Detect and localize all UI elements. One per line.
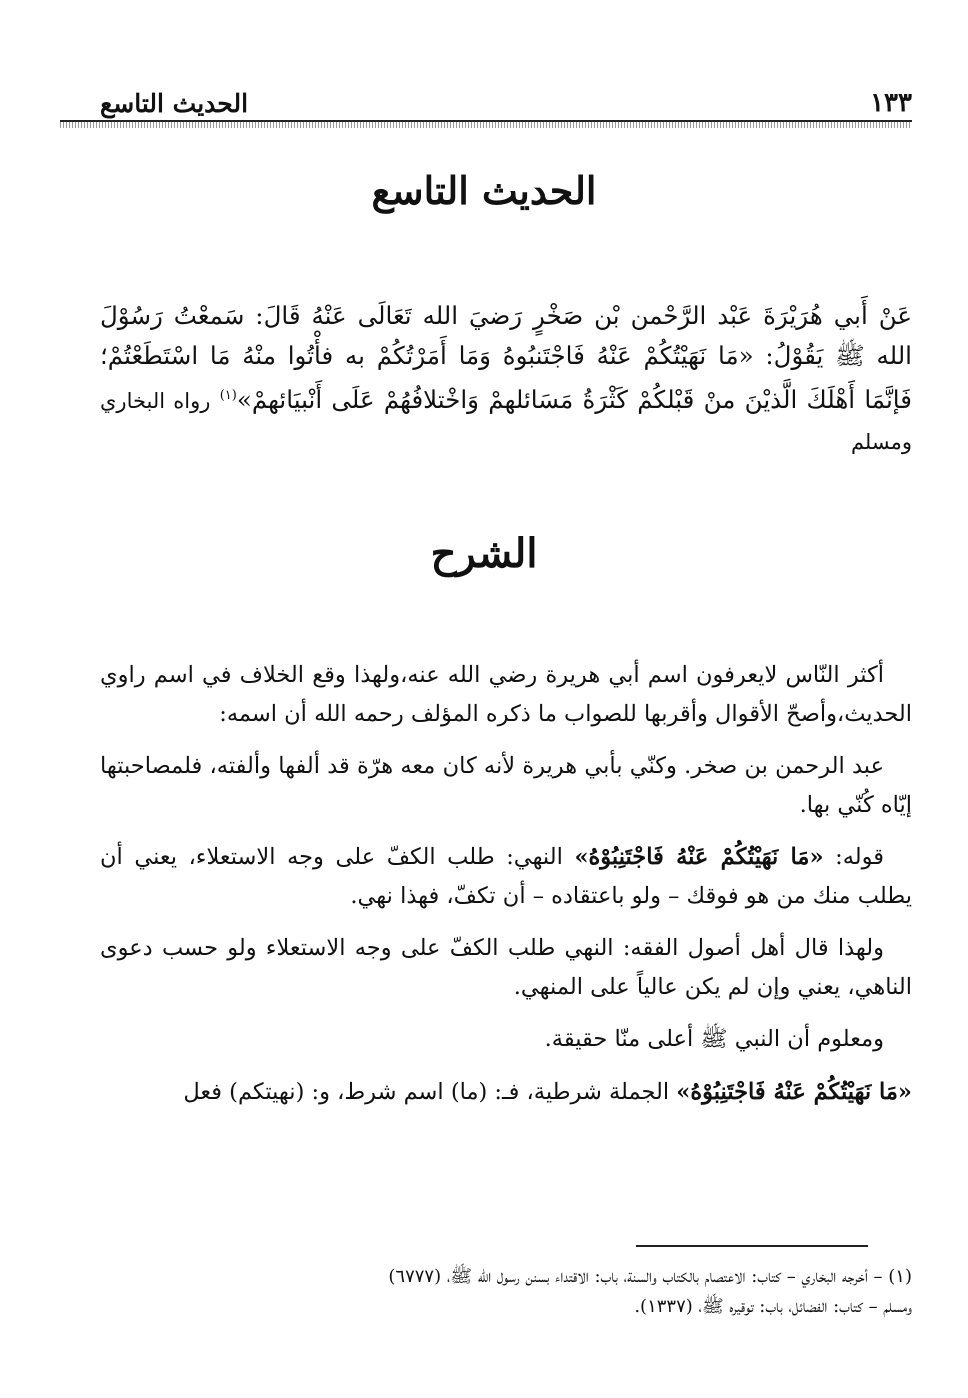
paragraph-text: الجملة شرطية، فـ: (ما) اسم شرط، و: (نهيتكم) فعل [183, 1078, 677, 1105]
paragraph [100, 838, 912, 915]
sharh-title: الشرح [430, 530, 538, 577]
running-header [100, 78, 912, 118]
header-rule [60, 120, 912, 128]
footnote-line: ومسلم – كتاب: الفضائل، باب: توقيره ﷺ، (١٣٣٧). [634, 1296, 912, 1317]
paragraph [100, 1073, 912, 1112]
page-number: ١٣٣ [870, 88, 912, 118]
footnote [100, 1262, 912, 1322]
paragraph-text: ولهذا قال أهل أصول الفقه: النهي طلب الكفّ على وجه الاستعلاء ولو حسب دعوى الناهي، يعني وإن لم يكن عالياً على المنهي. [100, 935, 912, 1000]
hadith-quote: «مَا نَهَيْتُكُمْ عَنْهُ فَاجْتَنِبُوْهُ» [676, 1078, 912, 1105]
paragraph-lead: قوله: [823, 844, 884, 870]
footnote-reference[interactable]: (١) [219, 388, 237, 403]
paragraph [100, 1020, 912, 1059]
footnote-rule [636, 1245, 868, 1247]
paragraph [100, 929, 912, 1006]
footnote-line: (١) – أخرجه البخاري – كتاب: الاعتصام بالكتاب والسنة، باب: الاقتداء بسنن رسول الله ﷺ، (٦٧٧٧) [388, 1266, 912, 1287]
paragraph [100, 656, 912, 733]
paragraph-text: أكثر النّاس لايعرفون اسم أبي هريرة رضي الله عنه،ولهذا وقع الخلاف في اسم راوي الحديث،وأصحّ الأقوال وأقربها للصواب ما ذكره المؤلف رحمه الله أن اسمه: [100, 662, 912, 727]
hadith-quote: «مَا نَهَيْتُكُمْ عَنْهُ فَاجْتَنِبُوْهُ» [574, 844, 824, 870]
hadith-narration: رواه البخاري ومسلم [100, 389, 912, 455]
hadith-text: عَنْ أَبي هُرَيْرَةَ عَبْد الرَّحْمن بْن صَخْرٍ رَضيَ الله تَعَالَى عَنْهُ قَالَ: سَمعْتُ رَسُوْلَ الله ﷺ يَقُوْلُ: «مَا نَهَيْتُكُمْ عَنْهُ فَاجْتَنبُوهُ وَمَا أَمَرْتُكُمْ به فأْتُوا منْهُ مَا اسْتَطَعْتُمْ؛ فَإنَّمَا أَهْلَكَ الَّذيْنَ منْ قَبْلكُمْ كَثْرَةُ مَسَائلهمْ وَاخْتلافُهُمْ عَلَى أَنْبيَائهمْ» [100, 301, 912, 415]
hadith-title: الحديث التاسع [371, 168, 597, 213]
paragraph-text: عبد الرحمن بن صخر. وكنّي بأبي هريرة لأنه كان معه هرّة قد ألفها وألفته، فلمصاحبتها إيّاه كُنّي بها. [100, 753, 912, 818]
running-title: الحديث التاسع [100, 89, 249, 118]
commentary-body [100, 656, 912, 1125]
hadith-text-block [100, 296, 912, 462]
paragraph [100, 747, 912, 824]
paragraph-text: ومعلوم أن النبي ﷺ أعلى منّا حقيقة. [544, 1026, 884, 1052]
paragraph-text: النهي: طلب الكفّ على وجه الاستعلاء، يعني أن يطلب منك من هو فوقك – ولو باعتقاده – أن تكفّ، فهذا نهي. [100, 844, 912, 909]
